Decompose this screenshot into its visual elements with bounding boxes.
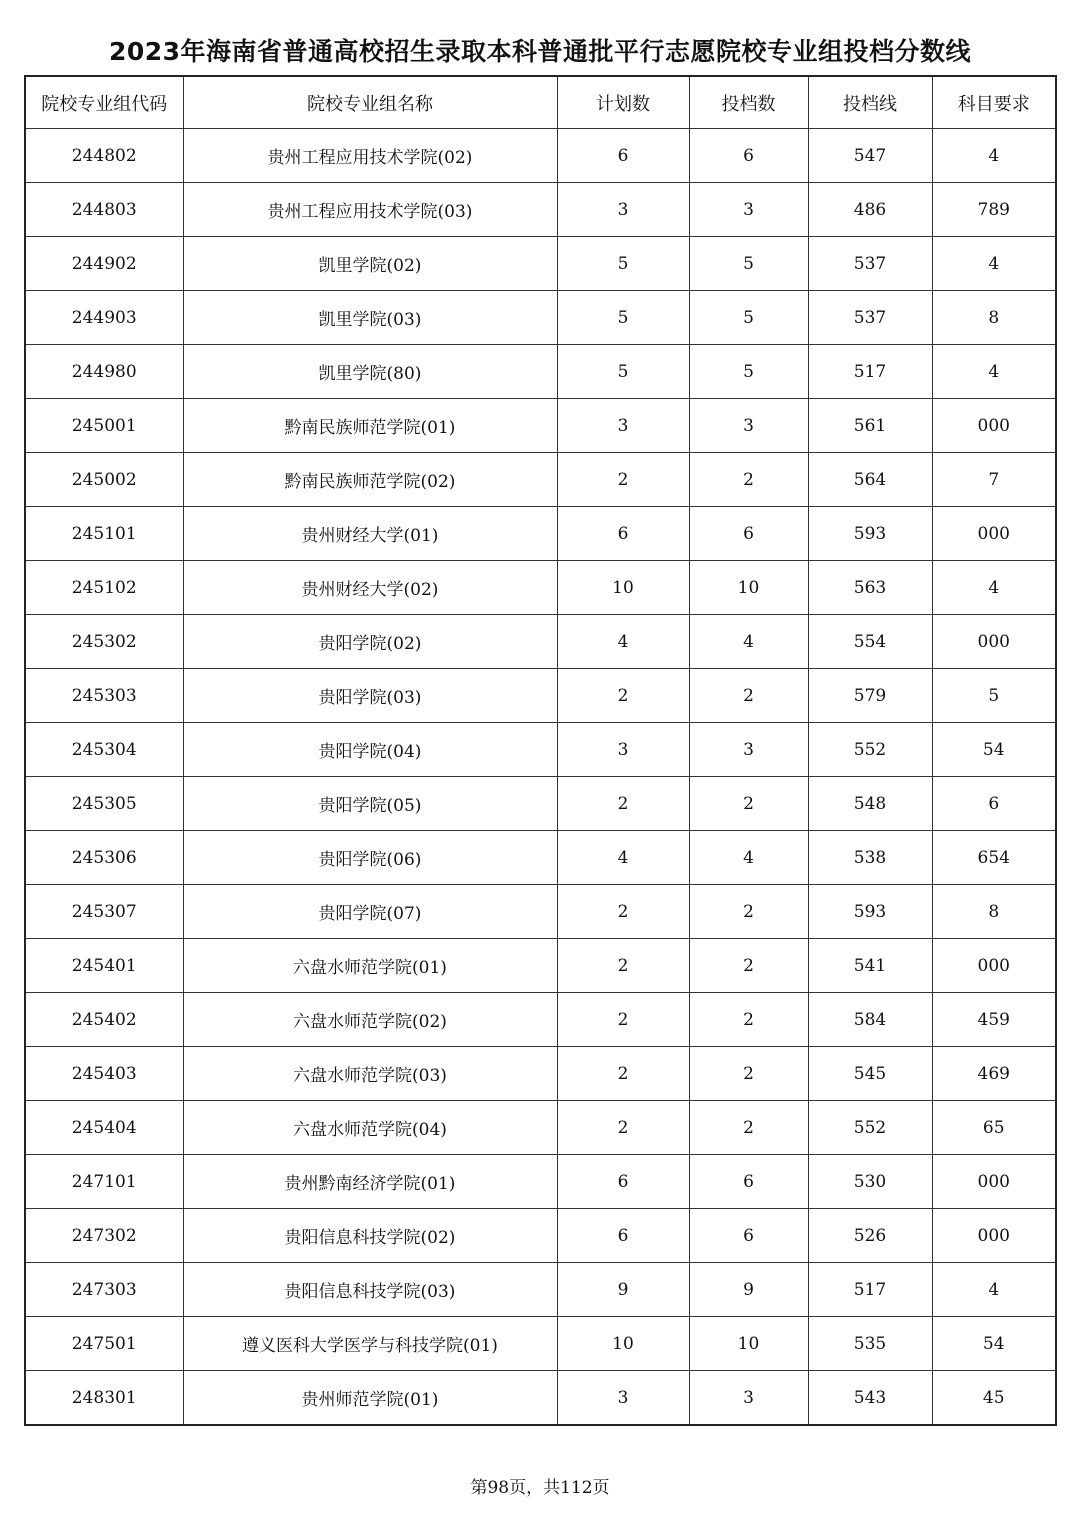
cell-cutoff-score: 563 <box>808 561 932 615</box>
cell-cutoff-score: 552 <box>808 1101 932 1155</box>
cell-subject-requirement: 45 <box>932 1371 1056 1426</box>
table-row <box>25 615 1056 669</box>
header-cutoff-score: 投档线 <box>808 76 932 129</box>
cell-filed-count: 5 <box>689 345 808 399</box>
cell-group-name: 六盘水师范学院(03) <box>183 1047 557 1101</box>
cell-group-code: 245101 <box>25 507 183 561</box>
cell-group-code: 245303 <box>25 669 183 723</box>
cell-plan-count: 6 <box>557 1155 689 1209</box>
cell-filed-count: 2 <box>689 885 808 939</box>
cell-plan-count: 5 <box>557 345 689 399</box>
cell-group-code: 245404 <box>25 1101 183 1155</box>
cell-group-code: 247501 <box>25 1317 183 1371</box>
cell-group-code: 245306 <box>25 831 183 885</box>
score-table <box>24 75 1057 1426</box>
cell-plan-count: 3 <box>557 723 689 777</box>
cell-group-name: 贵阳学院(04) <box>183 723 557 777</box>
cell-plan-count: 2 <box>557 885 689 939</box>
cell-group-name: 遵义医科大学医学与科技学院(01) <box>183 1317 557 1371</box>
cell-cutoff-score: 517 <box>808 1263 932 1317</box>
cell-cutoff-score: 538 <box>808 831 932 885</box>
cell-group-code: 245302 <box>25 615 183 669</box>
cell-subject-requirement: 7 <box>932 453 1056 507</box>
header-plan-count: 计划数 <box>557 76 689 129</box>
cell-plan-count: 10 <box>557 561 689 615</box>
table-header-row <box>25 76 1056 129</box>
cell-group-name: 贵阳学院(02) <box>183 615 557 669</box>
cell-plan-count: 2 <box>557 939 689 993</box>
table-row <box>25 1371 1056 1426</box>
cell-cutoff-score: 545 <box>808 1047 932 1101</box>
cell-subject-requirement: 789 <box>932 183 1056 237</box>
cell-filed-count: 10 <box>689 561 808 615</box>
cell-group-name: 贵阳学院(07) <box>183 885 557 939</box>
cell-subject-requirement: 65 <box>932 1101 1056 1155</box>
table-row <box>25 831 1056 885</box>
table-row <box>25 723 1056 777</box>
cell-filed-count: 3 <box>689 183 808 237</box>
table-row <box>25 993 1056 1047</box>
cell-group-code: 245002 <box>25 453 183 507</box>
cell-filed-count: 2 <box>689 1101 808 1155</box>
cell-subject-requirement: 8 <box>932 291 1056 345</box>
cell-subject-requirement: 000 <box>932 1209 1056 1263</box>
cell-filed-count: 9 <box>689 1263 808 1317</box>
cell-filed-count: 3 <box>689 399 808 453</box>
cell-group-code: 245304 <box>25 723 183 777</box>
cell-plan-count: 2 <box>557 669 689 723</box>
cell-filed-count: 6 <box>689 1209 808 1263</box>
cell-group-code: 247303 <box>25 1263 183 1317</box>
cell-group-name: 六盘水师范学院(02) <box>183 993 557 1047</box>
cell-subject-requirement: 5 <box>932 669 1056 723</box>
cell-group-name: 贵阳信息科技学院(03) <box>183 1263 557 1317</box>
cell-plan-count: 2 <box>557 993 689 1047</box>
cell-cutoff-score: 593 <box>808 885 932 939</box>
cell-group-name: 贵阳学院(03) <box>183 669 557 723</box>
cell-plan-count: 2 <box>557 453 689 507</box>
cell-plan-count: 5 <box>557 237 689 291</box>
table-row <box>25 1101 1056 1155</box>
cell-group-name: 贵阳信息科技学院(02) <box>183 1209 557 1263</box>
page-title: 2023年海南省普通高校招生录取本科普通批平行志愿院校专业组投档分数线 <box>108 37 972 66</box>
cell-group-name: 黔南民族师范学院(02) <box>183 453 557 507</box>
cell-plan-count: 9 <box>557 1263 689 1317</box>
cell-filed-count: 6 <box>689 129 808 183</box>
table-row <box>25 885 1056 939</box>
cell-filed-count: 2 <box>689 1047 808 1101</box>
cell-group-name: 黔南民族师范学院(01) <box>183 399 557 453</box>
table-row <box>25 399 1056 453</box>
cell-group-name: 凯里学院(03) <box>183 291 557 345</box>
table-body <box>25 129 1056 1426</box>
cell-cutoff-score: 554 <box>808 615 932 669</box>
cell-cutoff-score: 537 <box>808 237 932 291</box>
cell-plan-count: 3 <box>557 1371 689 1426</box>
table-row <box>25 237 1056 291</box>
cell-subject-requirement: 654 <box>932 831 1056 885</box>
cell-group-name: 贵州师范学院(01) <box>183 1371 557 1426</box>
cell-cutoff-score: 486 <box>808 183 932 237</box>
cell-group-code: 245402 <box>25 993 183 1047</box>
table-row <box>25 291 1056 345</box>
table-row <box>25 669 1056 723</box>
table-row <box>25 183 1056 237</box>
cell-group-name: 贵州工程应用技术学院(03) <box>183 183 557 237</box>
cell-group-code: 245307 <box>25 885 183 939</box>
cell-plan-count: 2 <box>557 1047 689 1101</box>
cell-plan-count: 6 <box>557 129 689 183</box>
cell-group-code: 247302 <box>25 1209 183 1263</box>
cell-subject-requirement: 6 <box>932 777 1056 831</box>
header-group-code: 院校专业组代码 <box>25 76 183 129</box>
cell-filed-count: 3 <box>689 723 808 777</box>
cell-group-name: 贵州财经大学(02) <box>183 561 557 615</box>
cell-subject-requirement: 54 <box>932 723 1056 777</box>
cell-cutoff-score: 548 <box>808 777 932 831</box>
cell-filed-count: 3 <box>689 1371 808 1426</box>
table-row <box>25 453 1056 507</box>
cell-group-name: 贵州工程应用技术学院(02) <box>183 129 557 183</box>
cell-cutoff-score: 530 <box>808 1155 932 1209</box>
cell-subject-requirement: 000 <box>932 939 1056 993</box>
header-subject-requirement: 科目要求 <box>932 76 1056 129</box>
cell-group-code: 244902 <box>25 237 183 291</box>
cell-group-name: 贵州黔南经济学院(01) <box>183 1155 557 1209</box>
cell-subject-requirement: 4 <box>932 129 1056 183</box>
cell-plan-count: 3 <box>557 183 689 237</box>
cell-cutoff-score: 579 <box>808 669 932 723</box>
cell-subject-requirement: 000 <box>932 507 1056 561</box>
table-row <box>25 561 1056 615</box>
table-row <box>25 345 1056 399</box>
cell-subject-requirement: 4 <box>932 1263 1056 1317</box>
cell-plan-count: 6 <box>557 507 689 561</box>
cell-filed-count: 2 <box>689 993 808 1047</box>
cell-group-name: 凯里学院(02) <box>183 237 557 291</box>
cell-group-code: 244803 <box>25 183 183 237</box>
cell-subject-requirement: 459 <box>932 993 1056 1047</box>
header-filed-count: 投档数 <box>689 76 808 129</box>
cell-group-code: 245001 <box>25 399 183 453</box>
cell-cutoff-score: 547 <box>808 129 932 183</box>
table-row <box>25 1263 1056 1317</box>
cell-filed-count: 2 <box>689 453 808 507</box>
cell-plan-count: 5 <box>557 291 689 345</box>
cell-cutoff-score: 561 <box>808 399 932 453</box>
page-number: 第98页，共112页 <box>470 1478 610 1498</box>
cell-plan-count: 10 <box>557 1317 689 1371</box>
cell-cutoff-score: 564 <box>808 453 932 507</box>
table-row <box>25 1317 1056 1371</box>
cell-cutoff-score: 543 <box>808 1371 932 1426</box>
cell-filed-count: 2 <box>689 939 808 993</box>
cell-subject-requirement: 4 <box>932 237 1056 291</box>
cell-filed-count: 2 <box>689 669 808 723</box>
cell-filed-count: 4 <box>689 615 808 669</box>
cell-plan-count: 4 <box>557 831 689 885</box>
table-row <box>25 939 1056 993</box>
cell-subject-requirement: 4 <box>932 345 1056 399</box>
table-row <box>25 1047 1056 1101</box>
cell-plan-count: 6 <box>557 1209 689 1263</box>
cell-subject-requirement: 4 <box>932 561 1056 615</box>
cell-group-code: 245403 <box>25 1047 183 1101</box>
table-row <box>25 1155 1056 1209</box>
cell-cutoff-score: 552 <box>808 723 932 777</box>
cell-filed-count: 5 <box>689 237 808 291</box>
table-row <box>25 129 1056 183</box>
cell-cutoff-score: 537 <box>808 291 932 345</box>
cell-filed-count: 4 <box>689 831 808 885</box>
cell-group-code: 245102 <box>25 561 183 615</box>
cell-cutoff-score: 535 <box>808 1317 932 1371</box>
cell-plan-count: 4 <box>557 615 689 669</box>
cell-group-code: 245401 <box>25 939 183 993</box>
cell-cutoff-score: 517 <box>808 345 932 399</box>
cell-subject-requirement: 000 <box>932 399 1056 453</box>
cell-filed-count: 5 <box>689 291 808 345</box>
cell-group-code: 244802 <box>25 129 183 183</box>
cell-cutoff-score: 541 <box>808 939 932 993</box>
cell-group-code: 244903 <box>25 291 183 345</box>
cell-cutoff-score: 584 <box>808 993 932 1047</box>
cell-subject-requirement: 469 <box>932 1047 1056 1101</box>
cell-subject-requirement: 8 <box>932 885 1056 939</box>
cell-subject-requirement: 000 <box>932 615 1056 669</box>
table-row <box>25 777 1056 831</box>
cell-subject-requirement: 54 <box>932 1317 1056 1371</box>
cell-filed-count: 6 <box>689 1155 808 1209</box>
cell-group-code: 247101 <box>25 1155 183 1209</box>
cell-cutoff-score: 593 <box>808 507 932 561</box>
cell-group-code: 245305 <box>25 777 183 831</box>
cell-filed-count: 6 <box>689 507 808 561</box>
cell-group-name: 贵阳学院(05) <box>183 777 557 831</box>
cell-filed-count: 2 <box>689 777 808 831</box>
cell-filed-count: 10 <box>689 1317 808 1371</box>
cell-group-name: 凯里学院(80) <box>183 345 557 399</box>
header-group-name: 院校专业组名称 <box>183 76 557 129</box>
cell-group-code: 248301 <box>25 1371 183 1426</box>
cell-group-name: 贵州财经大学(01) <box>183 507 557 561</box>
table-row <box>25 507 1056 561</box>
cell-group-name: 六盘水师范学院(01) <box>183 939 557 993</box>
cell-cutoff-score: 526 <box>808 1209 932 1263</box>
cell-plan-count: 2 <box>557 777 689 831</box>
cell-group-name: 六盘水师范学院(04) <box>183 1101 557 1155</box>
cell-group-code: 244980 <box>25 345 183 399</box>
cell-plan-count: 3 <box>557 399 689 453</box>
table-row <box>25 1209 1056 1263</box>
cell-subject-requirement: 000 <box>932 1155 1056 1209</box>
cell-plan-count: 2 <box>557 1101 689 1155</box>
cell-group-name: 贵阳学院(06) <box>183 831 557 885</box>
